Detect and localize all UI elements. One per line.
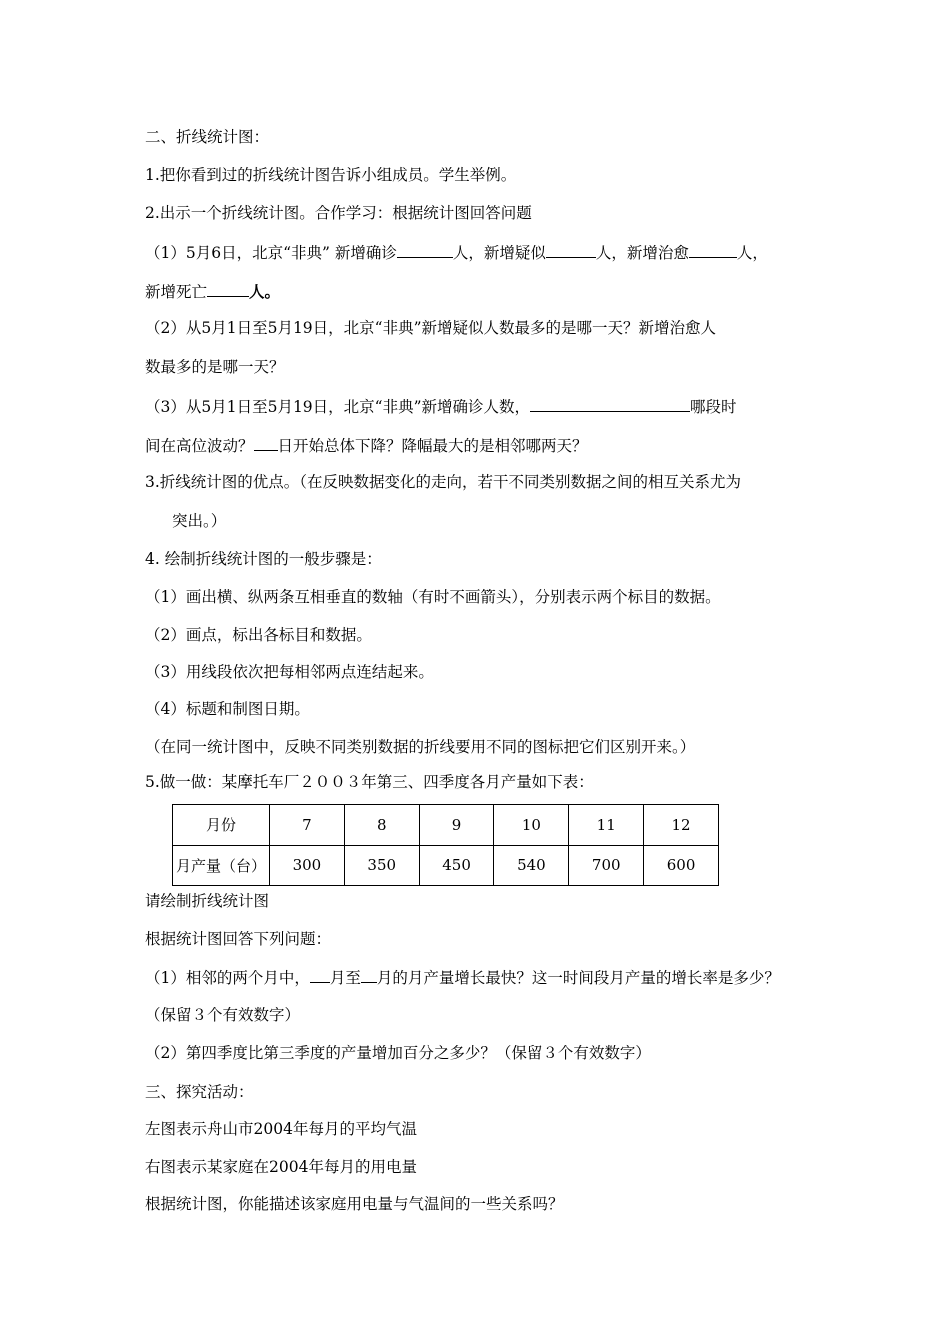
step-1: （1）画出横、纵两条互相垂直的数轴（有时不画箭头），分别表示两个标目的数据。	[145, 588, 721, 606]
step-2: （2）画点，标出各标目和数据。	[145, 626, 372, 644]
q1-blank-deaths	[207, 280, 249, 297]
section3-line1: 左图表示舟山市2004年每月的平均气温	[145, 1120, 417, 1138]
table-cell: 7	[270, 805, 345, 846]
answer-1-line1	[145, 966, 780, 988]
q1-blank-confirmed	[397, 241, 453, 258]
a1-text-c: 月的月产量增长最快？这一时间段月产量的增长率是多少？	[376, 969, 780, 987]
answer-instruction: 根据统计图回答下列问题：	[145, 930, 332, 948]
table-cell: 月产量（台）	[173, 845, 270, 886]
q3-blank-day	[254, 434, 278, 451]
a1-blank-to	[361, 966, 377, 983]
table-cell: 10	[494, 805, 569, 846]
answer-2: （2）第四季度比第三季度的产量增加百分之多少？（保留３个有效数字）	[145, 1044, 651, 1062]
q1-blank-suspected	[546, 241, 596, 258]
table-cell: 300	[270, 845, 345, 886]
paragraph-5: 5.做一做：某摩托车厂２００３年第三、四季度各月产量如下表：	[145, 773, 594, 791]
q1-text-e: 新增死亡	[145, 283, 208, 301]
a1-blank-from	[310, 966, 330, 983]
paragraph-1: 1.把你看到过的折线统计图告诉小组成员。学生举例。	[145, 166, 517, 184]
q3-text-suffix: 日开始总体下降？降幅最大的是相邻哪两天？	[277, 437, 588, 455]
section3-line2: 右图表示某家庭在2004年每月的用电量	[145, 1158, 417, 1176]
q1-text-a: （1）5月6日，北京“非典” 新增确诊	[145, 244, 397, 262]
question-2-line2: 数最多的是哪一天？	[145, 358, 285, 376]
paragraph-4: 4. 绘制折线统计图的一般步骤是：	[145, 550, 382, 568]
q3-text-b: 哪段时	[690, 398, 737, 416]
q1-blank-cured	[689, 241, 737, 258]
question-1-line1	[145, 241, 768, 263]
q3-blank-long	[530, 395, 690, 412]
q3-text-a: （3）从5月1日至5月19日，北京“非典”新增确诊人数，	[145, 398, 531, 416]
table-cell: 12	[644, 805, 719, 846]
q1-text-b: 人，新增疑似	[452, 244, 546, 262]
production-table	[172, 804, 719, 886]
note: （在同一统计图中，反映不同类别数据的折线要用不同的图标把它们区别开来。）	[145, 738, 696, 756]
paragraph-2: 2.出示一个折线统计图。合作学习：根据统计图回答问题	[145, 204, 532, 222]
table-cell: 11	[569, 805, 644, 846]
answer-1-line2: （保留３个有效数字）	[145, 1006, 301, 1024]
a1-text-a: （1）相邻的两个月中，	[145, 969, 310, 987]
draw-instruction: 请绘制折线统计图	[145, 892, 270, 910]
paragraph-3-line1: 3.折线统计图的优点。（在反映数据变化的走向，若干不同类别数据之间的相互关系尤为	[145, 473, 742, 491]
question-3-line1	[145, 395, 737, 417]
section3-heading: 三、探究活动：	[145, 1083, 254, 1101]
section2-heading: 二、折线统计图：	[145, 128, 270, 146]
table-cell: 540	[494, 845, 569, 886]
q1-text-d: 人，	[736, 244, 768, 262]
step-3: （3）用线段依次把每相邻两点连结起来。	[145, 663, 434, 681]
step-4: （4）标题和制图日期。	[145, 700, 310, 718]
table-cell: 9	[419, 805, 494, 846]
question-3-line2	[145, 434, 588, 456]
table-cell: 600	[644, 845, 719, 886]
a1-text-b: 月至	[329, 969, 361, 987]
table-row	[173, 805, 719, 846]
q1-text-c: 人，新增治愈	[595, 244, 689, 262]
table-cell: 350	[344, 845, 419, 886]
q1-text-f: 人。	[249, 282, 281, 301]
paragraph-3-line2: 突出。）	[172, 512, 227, 530]
table-cell: 450	[419, 845, 494, 886]
question-1-line2	[145, 280, 280, 302]
table-cell: 8	[344, 805, 419, 846]
table-cell: 月份	[173, 805, 270, 846]
table-row	[173, 845, 719, 886]
section3-line3: 根据统计图，你能描述该家庭用电量与气温间的一些关系吗？	[145, 1195, 564, 1213]
table-cell: 700	[569, 845, 644, 886]
q3-text-prefix: 间在高位波动？	[145, 437, 254, 455]
question-2-line1: （2）从5月1日至5月19日，北京“非典”新增疑似人数最多的是哪一天？新增治愈人	[145, 319, 717, 337]
